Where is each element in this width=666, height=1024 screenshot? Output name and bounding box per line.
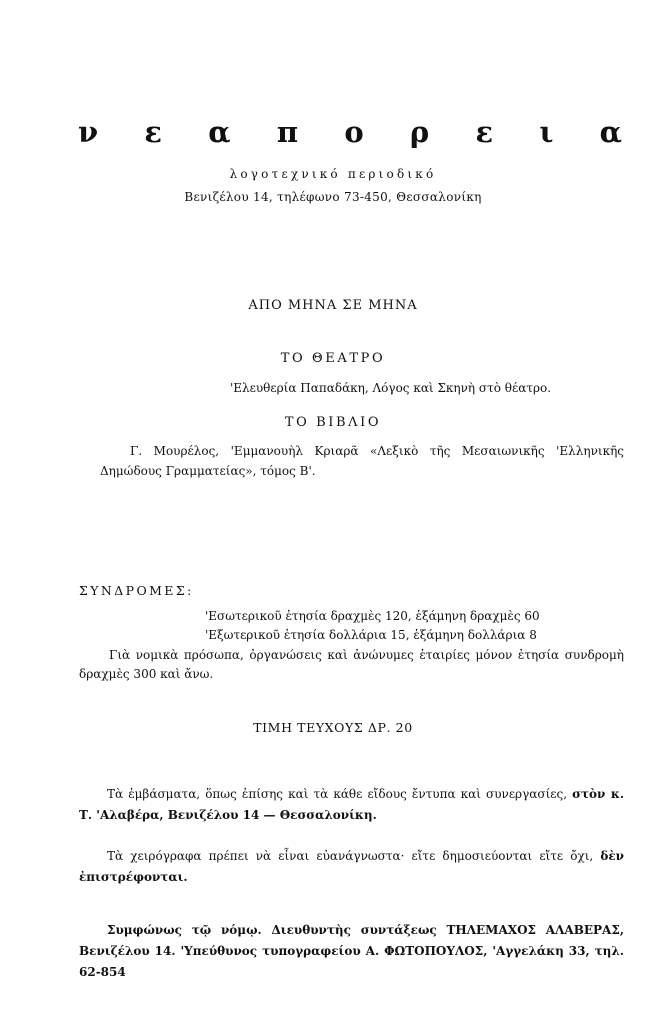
masthead-title xyxy=(78,115,622,149)
imprint-notice: Συμφώνως τῷ νόμῳ. Διευθυντὴς συντάξεως ΤΗΛΕΜΑΧΟΣ ΑΛΑΒΕΡΑΣ, Βενιζέλου 14. 'Υπεύθυνος τυπογραφείου Α. ΦΩΤΟΠΟΥΛΟΣ, 'Αγγελάκη 33, τηλ. 62-854 xyxy=(79,923,624,979)
subscriptions-heading: ΣΥΝΔΡΟΜΕΣ: xyxy=(79,583,194,598)
masthead-letter: ε xyxy=(475,115,494,149)
section-heading-monthly: ΑΠΟ ΜΗΝΑ ΣΕ ΜΗΝΑ xyxy=(248,298,418,313)
payments-notice-text: Τὰ ἐμβάσματα, ὅπως ἐπίσης καὶ τὰ κάθε εἴδους ἔντυπα καὶ συνεργασίες, xyxy=(107,787,568,801)
manuscripts-notice-text: Τὰ χειρόγραφα πρέπει νὰ εἶναι εὐανάγνωστα· εἴτε δημοσιεύονται εἴτε ὄχι, xyxy=(107,849,594,863)
issue-price: ΤΙΜΗ ΤΕΥΧΟΥΣ ΔΡ. 20 xyxy=(253,720,413,735)
masthead-letter: π xyxy=(276,115,299,149)
masthead-letter: ε xyxy=(144,115,163,149)
masthead-letter: ν xyxy=(78,115,99,149)
section-heading-theatre: ΤΟ ΘΕΑΤΡΟ xyxy=(280,351,386,366)
theatre-entry: 'Ελευθερία Παπαδάκη, Λόγος καὶ Σκηνὴ στὸ θέατρο. xyxy=(230,381,552,395)
payments-notice-address: στὸν κ. Τ. 'Αλαβέρα, Βενιζέλου 14 — Θεσσαλονίκη. xyxy=(79,787,624,822)
masthead-letter: α xyxy=(208,115,231,149)
masthead-letter: ρ xyxy=(409,115,430,149)
magazine-address: Βενιζέλου 14, τηλέφωνο 73-450, Θεσσαλονίκη xyxy=(184,190,482,204)
manuscripts-notice-return: δὲν ἐπιστρέφονται. xyxy=(79,849,624,884)
masthead-letter: ι xyxy=(539,115,554,149)
masthead-letter: α xyxy=(599,115,622,149)
subscription-domestic: 'Εσωτερικοῦ ἐτησία δραχμὲς 120, ἑξάμηνη δραχμὲς 60 xyxy=(205,609,540,623)
magazine-subtitle: λογοτεχνικό περιοδικό xyxy=(229,167,437,181)
section-heading-book: ΤΟ ΒΙΒΛΙΟ xyxy=(284,415,382,430)
book-entry: Γ. Μουρέλος, 'Εμμανουὴλ Κριαρᾶ «Λεξικὸ τῆς Μεσαιωνικῆς 'Ελληνικῆς Δημώδους Γραμματείας», τόμος Β'. xyxy=(100,444,624,478)
payments-notice xyxy=(79,784,624,826)
subscription-legal-entities: Γιὰ νομικὰ πρόσωπα, ὀργανώσεις καὶ ἀνώνυμες ἑταιρίες μόνον ἐτησία συνδρομὴ δραχμὲς 300 καὶ ἄνω. xyxy=(79,648,624,681)
subscription-foreign: 'Εξωτερικοῦ ἐτησία δολλάρια 15, ἑξάμηνη δολλάρια 8 xyxy=(205,628,537,642)
masthead-letter: ο xyxy=(344,115,364,149)
manuscripts-notice xyxy=(79,846,624,888)
